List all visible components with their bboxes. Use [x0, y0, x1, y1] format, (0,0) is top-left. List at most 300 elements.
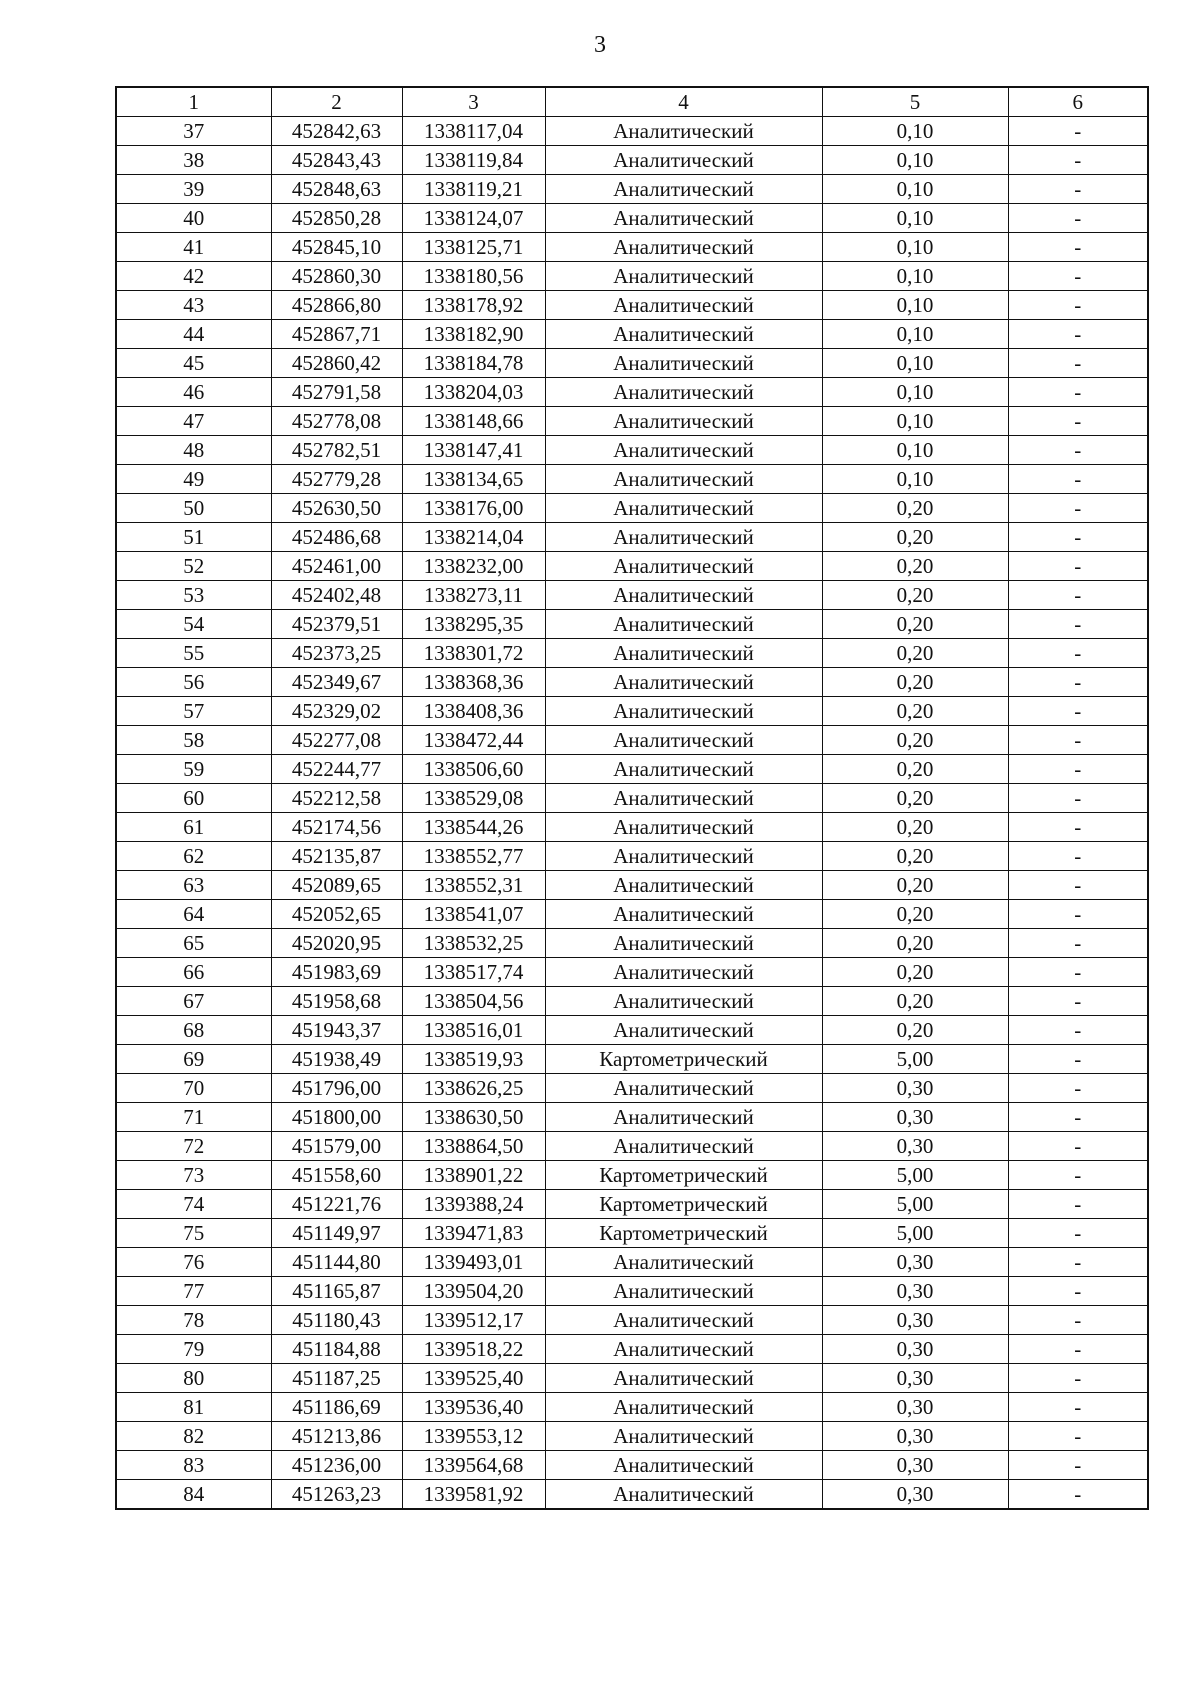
accuracy-cell: 0,20	[822, 697, 1008, 726]
note-cell: -	[1008, 1306, 1148, 1335]
note-cell: -	[1008, 813, 1148, 842]
table-row	[116, 349, 1148, 378]
point-number-cell: 61	[116, 813, 271, 842]
accuracy-cell: 0,20	[822, 494, 1008, 523]
point-number-cell: 48	[116, 436, 271, 465]
point-number-cell: 57	[116, 697, 271, 726]
y-coordinate-cell: 1338119,84	[402, 146, 545, 175]
method-cell: Аналитический	[545, 465, 822, 494]
accuracy-cell: 0,30	[822, 1422, 1008, 1451]
table-row	[116, 1306, 1148, 1335]
point-number-cell: 76	[116, 1248, 271, 1277]
y-coordinate-cell: 1338119,21	[402, 175, 545, 204]
x-coordinate-cell: 451796,00	[271, 1074, 402, 1103]
y-coordinate-cell: 1338124,07	[402, 204, 545, 233]
method-cell: Аналитический	[545, 1277, 822, 1306]
table-row	[116, 146, 1148, 175]
table-row	[116, 436, 1148, 465]
y-coordinate-cell: 1338147,41	[402, 436, 545, 465]
note-cell: -	[1008, 1161, 1148, 1190]
note-cell: -	[1008, 494, 1148, 523]
method-cell: Аналитический	[545, 291, 822, 320]
table-row	[116, 610, 1148, 639]
column-header: 6	[1008, 87, 1148, 117]
note-cell: -	[1008, 175, 1148, 204]
table-row	[116, 697, 1148, 726]
method-cell: Аналитический	[545, 842, 822, 871]
method-cell: Аналитический	[545, 1103, 822, 1132]
note-cell: -	[1008, 639, 1148, 668]
accuracy-cell: 0,30	[822, 1103, 1008, 1132]
note-cell: -	[1008, 378, 1148, 407]
x-coordinate-cell: 451165,87	[271, 1277, 402, 1306]
accuracy-cell: 0,20	[822, 1016, 1008, 1045]
y-coordinate-cell: 1338626,25	[402, 1074, 545, 1103]
method-cell: Аналитический	[545, 1306, 822, 1335]
table-row	[116, 378, 1148, 407]
point-number-cell: 64	[116, 900, 271, 929]
point-number-cell: 50	[116, 494, 271, 523]
x-coordinate-cell: 452850,28	[271, 204, 402, 233]
y-coordinate-cell: 1339471,83	[402, 1219, 545, 1248]
table-row	[116, 1016, 1148, 1045]
note-cell: -	[1008, 1190, 1148, 1219]
accuracy-cell: 0,10	[822, 349, 1008, 378]
accuracy-cell: 0,20	[822, 987, 1008, 1016]
point-number-cell: 71	[116, 1103, 271, 1132]
point-number-cell: 43	[116, 291, 271, 320]
column-header: 5	[822, 87, 1008, 117]
table-row	[116, 1248, 1148, 1277]
table-row	[116, 639, 1148, 668]
point-number-cell: 75	[116, 1219, 271, 1248]
table-row	[116, 465, 1148, 494]
y-coordinate-cell: 1338301,72	[402, 639, 545, 668]
method-cell: Аналитический	[545, 320, 822, 349]
method-cell: Аналитический	[545, 1132, 822, 1161]
x-coordinate-cell: 451958,68	[271, 987, 402, 1016]
table-row	[116, 842, 1148, 871]
note-cell: -	[1008, 726, 1148, 755]
note-cell: -	[1008, 291, 1148, 320]
method-cell: Аналитический	[545, 523, 822, 552]
table-row	[116, 755, 1148, 784]
point-number-cell: 49	[116, 465, 271, 494]
accuracy-cell: 0,20	[822, 755, 1008, 784]
note-cell: -	[1008, 1219, 1148, 1248]
y-coordinate-cell: 1338232,00	[402, 552, 545, 581]
point-number-cell: 60	[116, 784, 271, 813]
method-cell: Аналитический	[545, 204, 822, 233]
x-coordinate-cell: 451938,49	[271, 1045, 402, 1074]
note-cell: -	[1008, 581, 1148, 610]
method-cell: Аналитический	[545, 378, 822, 407]
point-number-cell: 63	[116, 871, 271, 900]
method-cell: Аналитический	[545, 1335, 822, 1364]
y-coordinate-cell: 1338180,56	[402, 262, 545, 291]
accuracy-cell: 5,00	[822, 1045, 1008, 1074]
note-cell: -	[1008, 117, 1148, 146]
table-row	[116, 1393, 1148, 1422]
table-row	[116, 1364, 1148, 1393]
method-cell: Аналитический	[545, 349, 822, 378]
point-number-cell: 82	[116, 1422, 271, 1451]
y-coordinate-cell: 1338273,11	[402, 581, 545, 610]
column-header: 1	[116, 87, 271, 117]
x-coordinate-cell: 451579,00	[271, 1132, 402, 1161]
y-coordinate-cell: 1339512,17	[402, 1306, 545, 1335]
note-cell: -	[1008, 900, 1148, 929]
x-coordinate-cell: 451943,37	[271, 1016, 402, 1045]
accuracy-cell: 0,30	[822, 1277, 1008, 1306]
point-number-cell: 79	[116, 1335, 271, 1364]
point-number-cell: 52	[116, 552, 271, 581]
point-number-cell: 37	[116, 117, 271, 146]
y-coordinate-cell: 1338408,36	[402, 697, 545, 726]
accuracy-cell: 0,20	[822, 610, 1008, 639]
table-row	[116, 320, 1148, 349]
y-coordinate-cell: 1339553,12	[402, 1422, 545, 1451]
table-row	[116, 726, 1148, 755]
method-cell: Аналитический	[545, 1451, 822, 1480]
accuracy-cell: 0,10	[822, 465, 1008, 494]
accuracy-cell: 0,10	[822, 436, 1008, 465]
method-cell: Аналитический	[545, 494, 822, 523]
y-coordinate-cell: 1338541,07	[402, 900, 545, 929]
x-coordinate-cell: 452402,48	[271, 581, 402, 610]
point-number-cell: 41	[116, 233, 271, 262]
method-cell: Картометрический	[545, 1219, 822, 1248]
method-cell: Аналитический	[545, 1016, 822, 1045]
method-cell: Аналитический	[545, 117, 822, 146]
accuracy-cell: 0,20	[822, 581, 1008, 610]
x-coordinate-cell: 451983,69	[271, 958, 402, 987]
method-cell: Аналитический	[545, 436, 822, 465]
method-cell: Аналитический	[545, 1393, 822, 1422]
y-coordinate-cell: 1339493,01	[402, 1248, 545, 1277]
y-coordinate-cell: 1338901,22	[402, 1161, 545, 1190]
table-row	[116, 291, 1148, 320]
table-row	[116, 117, 1148, 146]
x-coordinate-cell: 452089,65	[271, 871, 402, 900]
y-coordinate-cell: 1339581,92	[402, 1480, 545, 1510]
note-cell: -	[1008, 1335, 1148, 1364]
x-coordinate-cell: 452486,68	[271, 523, 402, 552]
point-number-cell: 40	[116, 204, 271, 233]
column-header: 2	[271, 87, 402, 117]
point-number-cell: 46	[116, 378, 271, 407]
y-coordinate-cell: 1338472,44	[402, 726, 545, 755]
y-coordinate-cell: 1338368,36	[402, 668, 545, 697]
point-number-cell: 59	[116, 755, 271, 784]
x-coordinate-cell: 452860,42	[271, 349, 402, 378]
accuracy-cell: 0,30	[822, 1248, 1008, 1277]
x-coordinate-cell: 451558,60	[271, 1161, 402, 1190]
accuracy-cell: 0,30	[822, 1306, 1008, 1335]
note-cell: -	[1008, 1393, 1148, 1422]
y-coordinate-cell: 1338544,26	[402, 813, 545, 842]
accuracy-cell: 0,30	[822, 1451, 1008, 1480]
accuracy-cell: 0,20	[822, 900, 1008, 929]
accuracy-cell: 0,20	[822, 784, 1008, 813]
x-coordinate-cell: 451221,76	[271, 1190, 402, 1219]
note-cell: -	[1008, 320, 1148, 349]
table-row	[116, 262, 1148, 291]
table-row	[116, 204, 1148, 233]
note-cell: -	[1008, 610, 1148, 639]
note-cell: -	[1008, 146, 1148, 175]
method-cell: Аналитический	[545, 929, 822, 958]
table-row	[116, 784, 1148, 813]
x-coordinate-cell: 452866,80	[271, 291, 402, 320]
note-cell: -	[1008, 1480, 1148, 1510]
y-coordinate-cell: 1338517,74	[402, 958, 545, 987]
table-row	[116, 523, 1148, 552]
y-coordinate-cell: 1339525,40	[402, 1364, 545, 1393]
x-coordinate-cell: 452778,08	[271, 407, 402, 436]
accuracy-cell: 0,20	[822, 871, 1008, 900]
table-row	[116, 900, 1148, 929]
table-row	[116, 987, 1148, 1016]
y-coordinate-cell: 1338552,77	[402, 842, 545, 871]
point-number-cell: 70	[116, 1074, 271, 1103]
y-coordinate-cell: 1338295,35	[402, 610, 545, 639]
method-cell: Аналитический	[545, 784, 822, 813]
point-number-cell: 55	[116, 639, 271, 668]
accuracy-cell: 0,30	[822, 1074, 1008, 1103]
accuracy-cell: 5,00	[822, 1219, 1008, 1248]
accuracy-cell: 0,10	[822, 146, 1008, 175]
point-number-cell: 73	[116, 1161, 271, 1190]
accuracy-cell: 0,10	[822, 204, 1008, 233]
accuracy-cell: 0,30	[822, 1335, 1008, 1364]
y-coordinate-cell: 1339504,20	[402, 1277, 545, 1306]
y-coordinate-cell: 1338552,31	[402, 871, 545, 900]
method-cell: Аналитический	[545, 871, 822, 900]
x-coordinate-cell: 452174,56	[271, 813, 402, 842]
note-cell: -	[1008, 929, 1148, 958]
x-coordinate-cell: 451236,00	[271, 1451, 402, 1480]
accuracy-cell: 0,20	[822, 523, 1008, 552]
x-coordinate-cell: 452779,28	[271, 465, 402, 494]
accuracy-cell: 0,20	[822, 842, 1008, 871]
method-cell: Аналитический	[545, 552, 822, 581]
y-coordinate-cell: 1338176,00	[402, 494, 545, 523]
method-cell: Аналитический	[545, 610, 822, 639]
note-cell: -	[1008, 1016, 1148, 1045]
y-coordinate-cell: 1338182,90	[402, 320, 545, 349]
x-coordinate-cell: 452135,87	[271, 842, 402, 871]
point-number-cell: 45	[116, 349, 271, 378]
note-cell: -	[1008, 1074, 1148, 1103]
note-cell: -	[1008, 407, 1148, 436]
y-coordinate-cell: 1339388,24	[402, 1190, 545, 1219]
method-cell: Аналитический	[545, 1422, 822, 1451]
point-number-cell: 72	[116, 1132, 271, 1161]
table-row	[116, 1103, 1148, 1132]
note-cell: -	[1008, 262, 1148, 291]
method-cell: Аналитический	[545, 581, 822, 610]
note-cell: -	[1008, 697, 1148, 726]
method-cell: Аналитический	[545, 262, 822, 291]
x-coordinate-cell: 452782,51	[271, 436, 402, 465]
accuracy-cell: 0,30	[822, 1393, 1008, 1422]
point-number-cell: 56	[116, 668, 271, 697]
point-number-cell: 80	[116, 1364, 271, 1393]
method-cell: Аналитический	[545, 1074, 822, 1103]
table-body	[116, 117, 1148, 1510]
method-cell: Аналитический	[545, 726, 822, 755]
accuracy-cell: 0,20	[822, 813, 1008, 842]
accuracy-cell: 0,30	[822, 1132, 1008, 1161]
table-row	[116, 1161, 1148, 1190]
note-cell: -	[1008, 1451, 1148, 1480]
accuracy-cell: 0,30	[822, 1364, 1008, 1393]
note-cell: -	[1008, 523, 1148, 552]
table-row	[116, 813, 1148, 842]
point-number-cell: 65	[116, 929, 271, 958]
table-row	[116, 1132, 1148, 1161]
accuracy-cell: 0,10	[822, 291, 1008, 320]
point-number-cell: 84	[116, 1480, 271, 1510]
accuracy-cell: 0,10	[822, 320, 1008, 349]
note-cell: -	[1008, 1364, 1148, 1393]
y-coordinate-cell: 1338125,71	[402, 233, 545, 262]
method-cell: Аналитический	[545, 407, 822, 436]
coordinates-table	[115, 86, 1149, 1510]
method-cell: Аналитический	[545, 668, 822, 697]
method-cell: Картометрический	[545, 1190, 822, 1219]
table-row	[116, 958, 1148, 987]
y-coordinate-cell: 1339536,40	[402, 1393, 545, 1422]
x-coordinate-cell: 452843,43	[271, 146, 402, 175]
x-coordinate-cell: 452020,95	[271, 929, 402, 958]
y-coordinate-cell: 1338214,04	[402, 523, 545, 552]
table-row	[116, 929, 1148, 958]
x-coordinate-cell: 451187,25	[271, 1364, 402, 1393]
accuracy-cell: 0,20	[822, 958, 1008, 987]
x-coordinate-cell: 451144,80	[271, 1248, 402, 1277]
y-coordinate-cell: 1338519,93	[402, 1045, 545, 1074]
accuracy-cell: 0,20	[822, 552, 1008, 581]
table-row	[116, 1335, 1148, 1364]
x-coordinate-cell: 452630,50	[271, 494, 402, 523]
note-cell: -	[1008, 233, 1148, 262]
y-coordinate-cell: 1339518,22	[402, 1335, 545, 1364]
point-number-cell: 53	[116, 581, 271, 610]
table-row	[116, 175, 1148, 204]
note-cell: -	[1008, 987, 1148, 1016]
point-number-cell: 68	[116, 1016, 271, 1045]
y-coordinate-cell: 1338532,25	[402, 929, 545, 958]
point-number-cell: 51	[116, 523, 271, 552]
accuracy-cell: 0,20	[822, 639, 1008, 668]
point-number-cell: 67	[116, 987, 271, 1016]
table-row	[116, 871, 1148, 900]
x-coordinate-cell: 452842,63	[271, 117, 402, 146]
x-coordinate-cell: 451149,97	[271, 1219, 402, 1248]
x-coordinate-cell: 452867,71	[271, 320, 402, 349]
x-coordinate-cell: 451213,86	[271, 1422, 402, 1451]
table-row	[116, 407, 1148, 436]
accuracy-cell: 5,00	[822, 1190, 1008, 1219]
point-number-cell: 77	[116, 1277, 271, 1306]
point-number-cell: 69	[116, 1045, 271, 1074]
table-row	[116, 1277, 1148, 1306]
y-coordinate-cell: 1338134,65	[402, 465, 545, 494]
table-row	[116, 233, 1148, 262]
note-cell: -	[1008, 552, 1148, 581]
table-row	[116, 668, 1148, 697]
point-number-cell: 62	[116, 842, 271, 871]
method-cell: Аналитический	[545, 639, 822, 668]
table-row	[116, 494, 1148, 523]
x-coordinate-cell: 452373,25	[271, 639, 402, 668]
accuracy-cell: 0,20	[822, 668, 1008, 697]
page-number: 3	[594, 32, 606, 58]
note-cell: -	[1008, 1277, 1148, 1306]
accuracy-cell: 0,20	[822, 726, 1008, 755]
point-number-cell: 78	[116, 1306, 271, 1335]
y-coordinate-cell: 1338529,08	[402, 784, 545, 813]
note-cell: -	[1008, 958, 1148, 987]
x-coordinate-cell: 452860,30	[271, 262, 402, 291]
table-row	[116, 1074, 1148, 1103]
table-row	[116, 1422, 1148, 1451]
accuracy-cell: 0,10	[822, 175, 1008, 204]
table-row	[116, 581, 1148, 610]
y-coordinate-cell: 1338117,04	[402, 117, 545, 146]
point-number-cell: 74	[116, 1190, 271, 1219]
note-cell: -	[1008, 755, 1148, 784]
x-coordinate-cell: 452329,02	[271, 697, 402, 726]
point-number-cell: 66	[116, 958, 271, 987]
method-cell: Картометрический	[545, 1045, 822, 1074]
accuracy-cell: 5,00	[822, 1161, 1008, 1190]
table-row	[116, 1451, 1148, 1480]
x-coordinate-cell: 452848,63	[271, 175, 402, 204]
note-cell: -	[1008, 1422, 1148, 1451]
table-row	[116, 552, 1148, 581]
x-coordinate-cell: 451800,00	[271, 1103, 402, 1132]
table-row	[116, 1219, 1148, 1248]
point-number-cell: 39	[116, 175, 271, 204]
accuracy-cell: 0,10	[822, 233, 1008, 262]
method-cell: Аналитический	[545, 958, 822, 987]
method-cell: Аналитический	[545, 233, 822, 262]
x-coordinate-cell: 451184,88	[271, 1335, 402, 1364]
y-coordinate-cell: 1338148,66	[402, 407, 545, 436]
x-coordinate-cell: 452212,58	[271, 784, 402, 813]
point-number-cell: 58	[116, 726, 271, 755]
x-coordinate-cell: 452052,65	[271, 900, 402, 929]
table-row	[116, 1045, 1148, 1074]
y-coordinate-cell: 1338864,50	[402, 1132, 545, 1161]
point-number-cell: 54	[116, 610, 271, 639]
note-cell: -	[1008, 842, 1148, 871]
method-cell: Аналитический	[545, 900, 822, 929]
accuracy-cell: 0,10	[822, 407, 1008, 436]
y-coordinate-cell: 1338506,60	[402, 755, 545, 784]
note-cell: -	[1008, 1103, 1148, 1132]
accuracy-cell: 0,10	[822, 378, 1008, 407]
note-cell: -	[1008, 1045, 1148, 1074]
y-coordinate-cell: 1338516,01	[402, 1016, 545, 1045]
method-cell: Аналитический	[545, 175, 822, 204]
note-cell: -	[1008, 436, 1148, 465]
method-cell: Аналитический	[545, 1248, 822, 1277]
point-number-cell: 81	[116, 1393, 271, 1422]
